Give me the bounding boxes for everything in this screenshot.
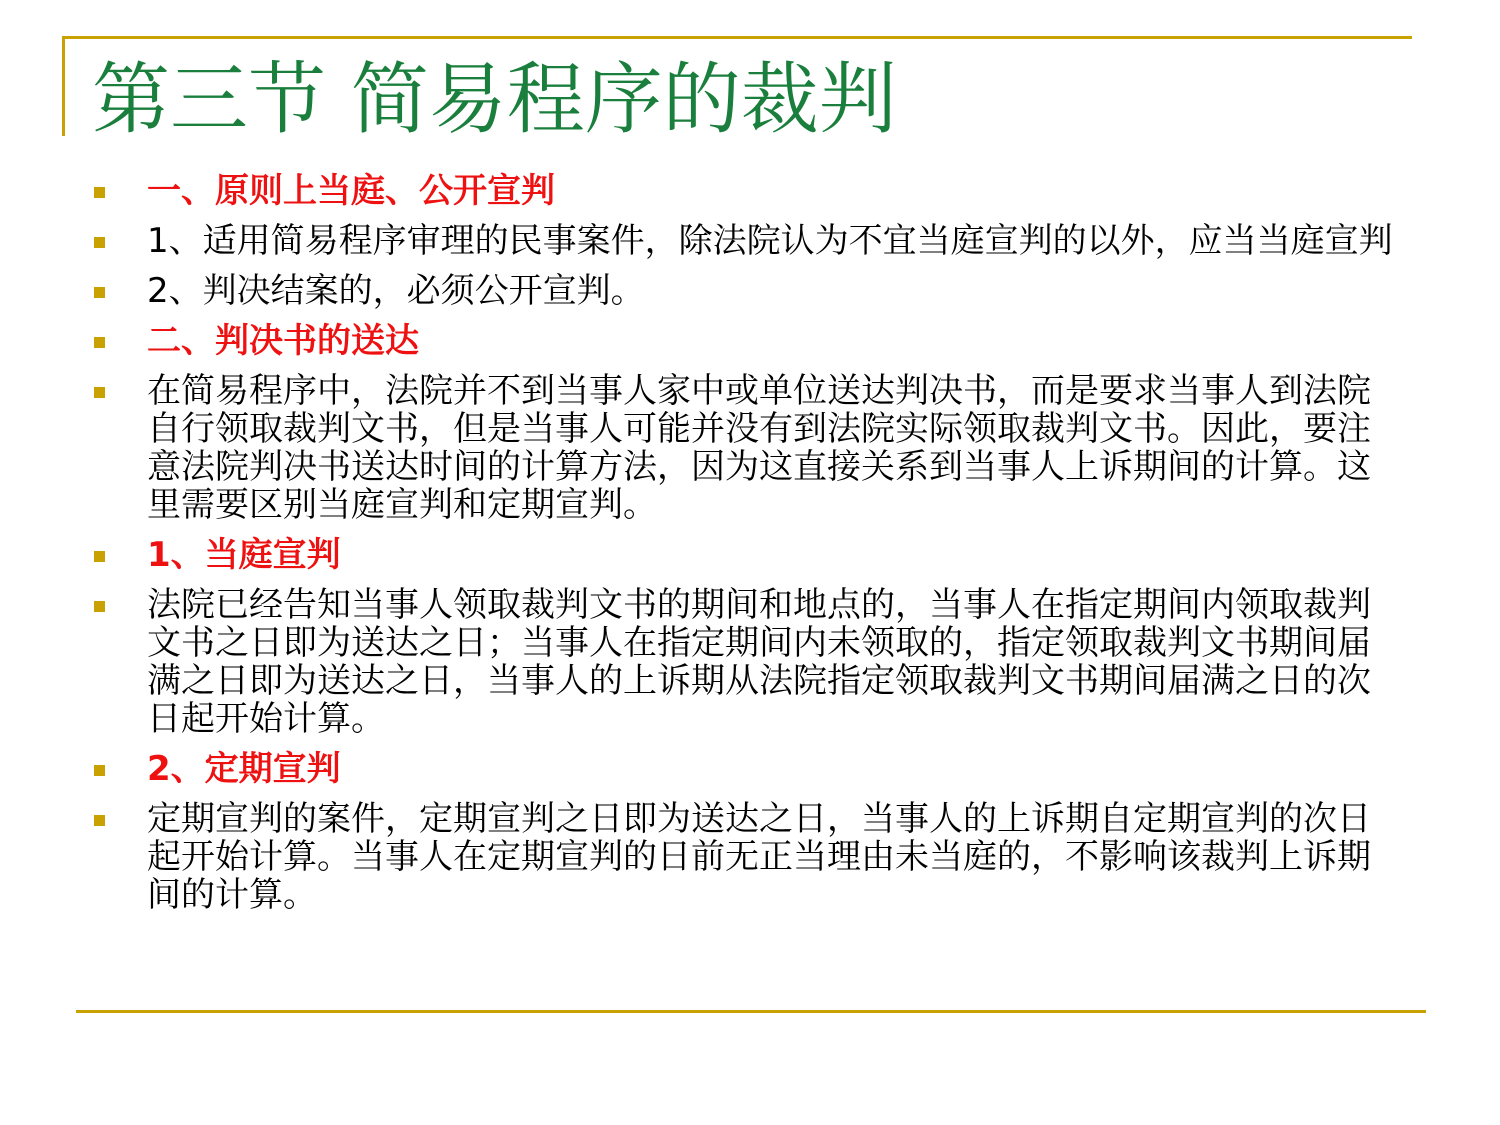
bullet-item <box>92 322 1402 360</box>
top-divider <box>62 36 1412 39</box>
bullet-text: 2、判决结案的，必须公开宣判。 <box>147 271 645 311</box>
bullet-text: 法院已经告知当事人领取裁判文书的期间和地点的，当事人在指定期间内领取裁判文书之日即为送达之日；当事人在指定期间内未领取的，指定领取裁判文书期间届满之日即为送达之日，当事人的上诉期从法院指定领取裁判文书期间届满之日的次日起开始计算。 <box>147 585 1371 739</box>
bottom-divider <box>76 1010 1426 1013</box>
square-bullet-icon <box>94 337 105 348</box>
bullet-item <box>92 222 1402 260</box>
square-bullet-icon <box>94 237 105 248</box>
bullet-text: 1、适用简易程序审理的民事案件，除法院认为不宜当庭宣判的以外，应当当庭宣判 <box>147 221 1393 261</box>
square-bullet-icon <box>94 287 105 298</box>
bullet-text: 1、当庭宣判 <box>147 535 341 575</box>
bullet-text: 在简易程序中，法院并不到当事人家中或单位送达判决书，而是要求当事人到法院自行领取裁判文书，但是当事人可能并没有到法院实际领取裁判文书。因此，要注意法院判决书送达时间的计算方法，因为这直接关系到当事人上诉期间的计算。这里需要区别当庭宣判和定期宣判。 <box>147 371 1371 525</box>
bullet-text: 二、判决书的送达 <box>147 321 419 361</box>
bullet-item <box>92 536 1402 574</box>
bullet-item <box>92 800 1402 914</box>
square-bullet-icon <box>94 187 105 198</box>
square-bullet-icon <box>94 551 105 562</box>
bullet-item <box>92 172 1402 210</box>
bullet-text: 一、原则上当庭、公开宣判 <box>147 171 555 211</box>
left-divider <box>62 36 65 136</box>
bullet-item <box>92 372 1402 524</box>
square-bullet-icon <box>94 601 105 612</box>
square-bullet-icon <box>94 387 105 398</box>
bullet-item <box>92 750 1402 788</box>
slide-title: 第三节 简易程序的裁判 <box>92 55 897 145</box>
square-bullet-icon <box>94 815 105 826</box>
bullet-text: 2、定期宣判 <box>147 749 341 789</box>
bullet-item <box>92 586 1402 738</box>
square-bullet-icon <box>94 765 105 776</box>
bullet-item <box>92 272 1402 310</box>
bullet-text: 定期宣判的案件，定期宣判之日即为送达之日，当事人的上诉期自定期宣判的次日起开始计算。当事人在定期宣判的日前无正当理由未当庭的，不影响该裁判上诉期间的计算。 <box>147 799 1371 915</box>
bullet-list <box>92 172 1402 926</box>
